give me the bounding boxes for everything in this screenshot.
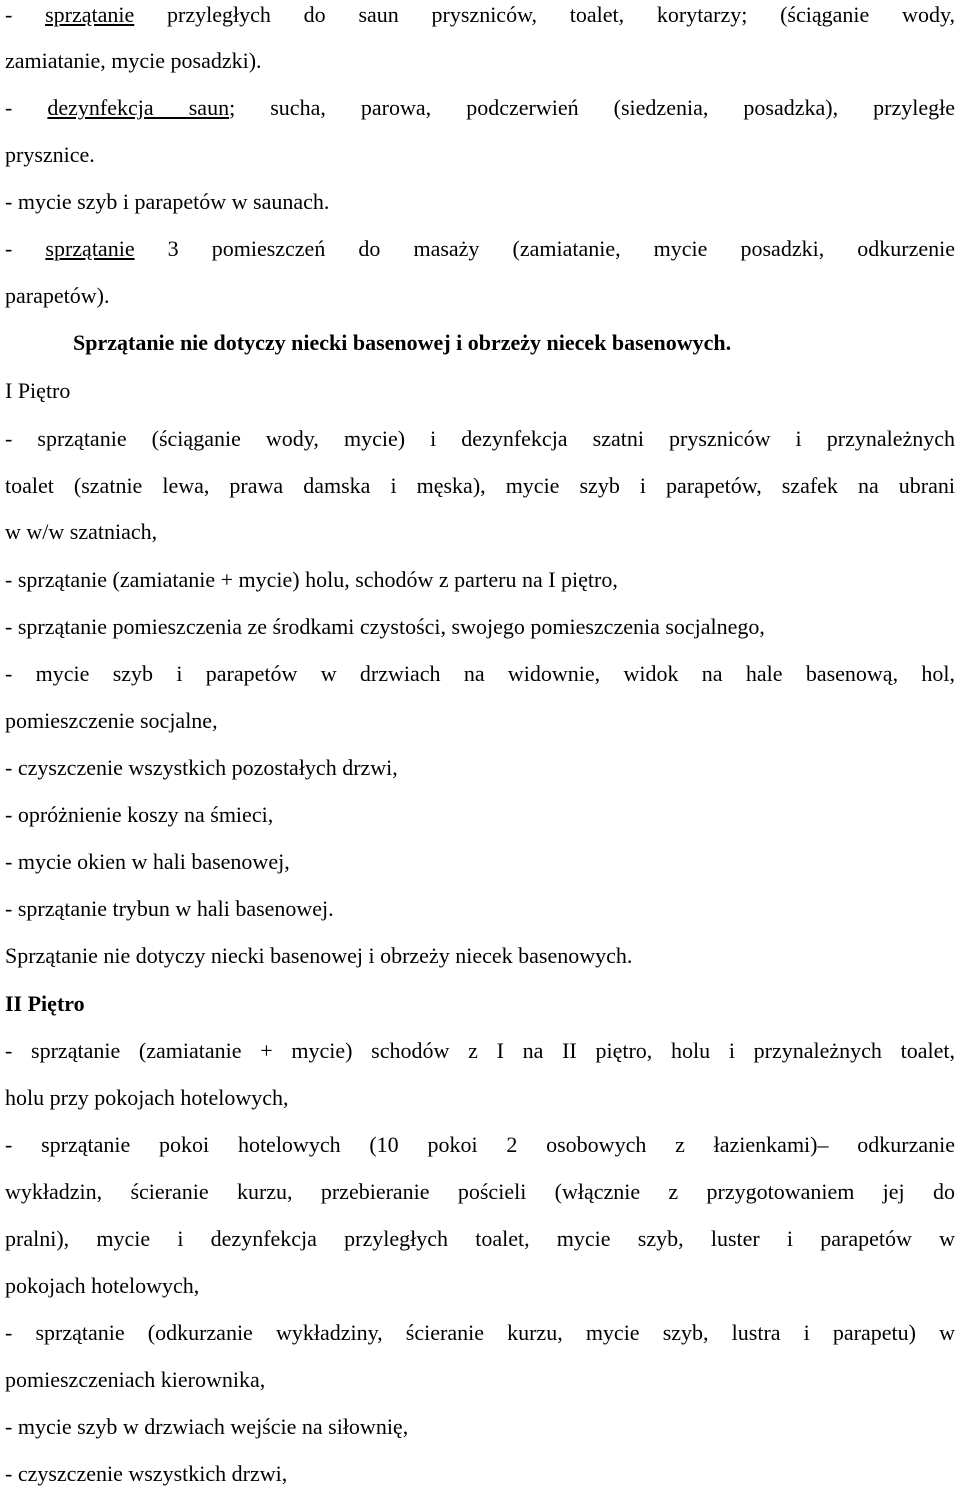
text-span: 3 pomieszczeń do masaży (zamiatanie, mycie posadzki, odkurzenie (134, 236, 955, 261)
underlined-term: sprzątanie (45, 2, 135, 27)
list-item: - opróżnienie koszy na śmieci, (5, 802, 274, 827)
note-pool-exclusion: Sprzątanie nie dotyczy niecki basenowej i obrzeży niecek basenowych. (5, 943, 633, 968)
list-item-sauna-windows: - mycie szyb i parapetów w saunach. (5, 189, 330, 214)
list-item-continuation: pomieszczeniach kierownika, (5, 1367, 266, 1392)
list-item-sauna-disinfection (5, 93, 955, 123)
list-item: - sprzątanie (zamiatanie + mycie) holu, schodów z parteru na I piętro, (5, 567, 618, 592)
list-item-continuation: holu przy pokojach hotelowych, (5, 1085, 289, 1110)
list-item: - mycie szyb w drzwiach wejście na siłownię, (5, 1414, 409, 1439)
list-item-massage-rooms (5, 234, 955, 264)
list-item-continuation: toalet (szatnie lewa, prawa damska i męska), mycie szyb i parapetów, szafek na ubrani (5, 473, 955, 498)
list-item-continuation: wykładzin, ścieranie kurzu, przebieranie pościeli (włącznie z przygotowaniem jej do (5, 1179, 955, 1204)
list-item: - sprzątanie pokoi hotelowych (10 pokoi 2 osobowych z łazienkami)– odkurzanie (5, 1132, 955, 1157)
bullet: - (5, 2, 46, 27)
list-item-continuation: pomieszczenie socjalne, (5, 708, 218, 733)
list-item: - czyszczenie wszystkich drzwi, (5, 1461, 288, 1486)
section-heading-first-floor: I Piętro (5, 378, 71, 403)
list-item-continuation: pokojach hotelowych, (5, 1273, 200, 1298)
list-item-continuation: w w/w szatniach, (5, 519, 158, 544)
list-item: - sprzątanie (ściąganie wody, mycie) i dezynfekcja szatni pryszniców i przynależnych (5, 426, 955, 451)
underlined-term: sprzątanie (45, 236, 135, 261)
list-item-continuation: pralni), mycie i dezynfekcja przyległych toalet, mycie szyb, luster i parapetów w (5, 1226, 955, 1251)
list-item-continuation: prysznice. (5, 142, 95, 167)
list-item: - sprzątanie (odkurzanie wykładziny, ścieranie kurzu, mycie szyb, lustra i parapetu) w (5, 1320, 955, 1345)
note-pool-exclusion: Sprzątanie nie dotyczy niecki basenowej i obrzeży niecek basenowych. (73, 330, 732, 355)
underlined-term: dezynfekcja saun (47, 95, 230, 120)
list-item-continuation: parapetów). (5, 283, 110, 308)
bullet: - (5, 236, 46, 261)
text-span: ; sucha, parowa, podczerwień (siedzenia, posadzka), przyległe (229, 95, 956, 120)
list-item-continuation: zamiatanie, mycie posadzki). (5, 48, 262, 73)
section-heading-second-floor: II Piętro (5, 991, 85, 1016)
text-span: przyległych do saun pryszniców, toalet, korytarzy; (ściąganie wody, (134, 2, 956, 27)
list-item: - mycie okien w hali basenowej, (5, 849, 290, 874)
list-item: - czyszczenie wszystkich pozostałych drzwi, (5, 755, 398, 780)
list-item: - sprzątanie (zamiatanie + mycie) schodów z I na II piętro, holu i przynależnych toalet, (5, 1038, 955, 1063)
list-item-sauna-showers (5, 0, 955, 30)
bullet: - (5, 95, 48, 120)
list-item: - mycie szyb i parapetów w drzwiach na widownie, widok na hale basenową, hol, (5, 661, 955, 686)
list-item: - sprzątanie trybun w hali basenowej. (5, 896, 334, 921)
list-item: - sprzątanie pomieszczenia ze środkami czystości, swojego pomieszczenia socjalnego, (5, 614, 765, 639)
